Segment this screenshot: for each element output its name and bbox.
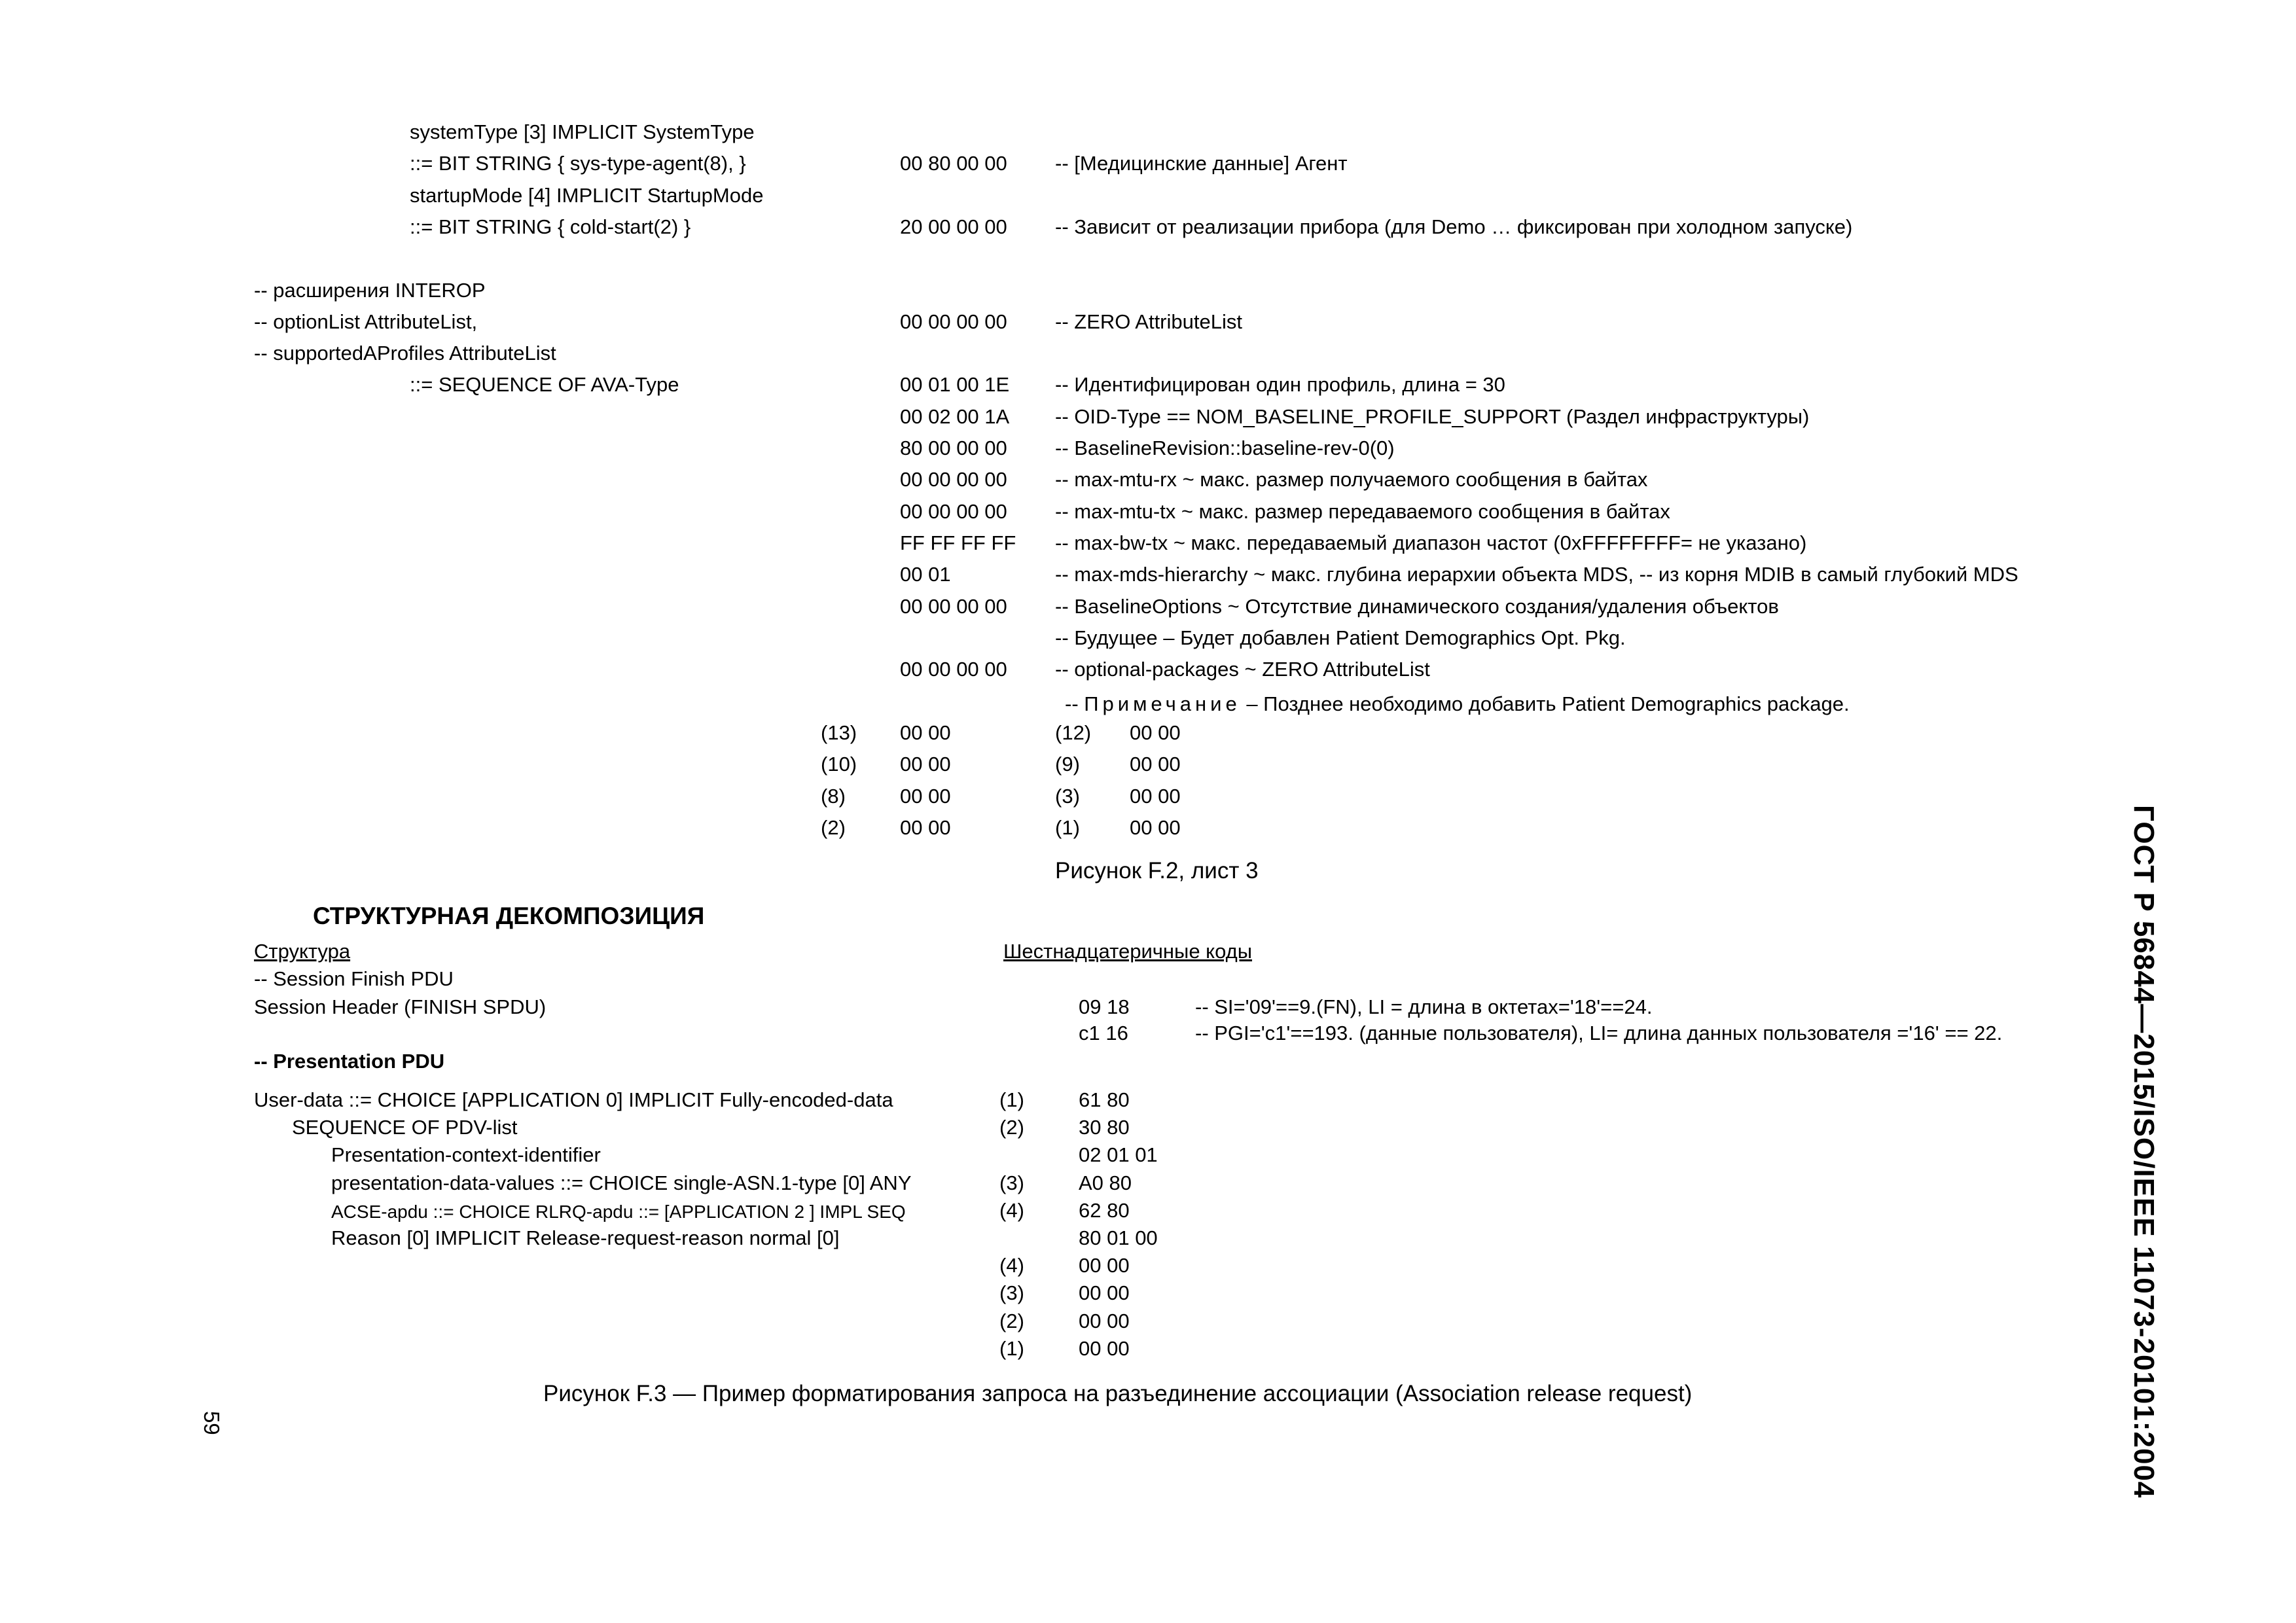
nesting-level-number: (3) <box>999 1171 1024 1194</box>
column-header-structure: Структура <box>254 940 351 963</box>
asn1-structure-line: ::= BIT STRING { sys-type-agent(8), } <box>410 152 746 175</box>
figure-f2-caption: Рисунок F.2, лист 3 <box>1055 858 1259 883</box>
hex-code: 00 01 <box>900 563 951 586</box>
hex-comment: -- Будущее – Будет добавлен Patient Demographics Opt. Pkg. <box>1055 626 1626 649</box>
hex-code: 62 80 <box>1079 1198 1130 1222</box>
presentation-pdu-label: -- Presentation PDU <box>254 1050 445 1073</box>
hex-comment: -- BaselineRevision::baseline-rev-0(0) <box>1055 437 1395 459</box>
end-octets: 00 00 <box>1130 815 1181 839</box>
hex-comment: -- ZERO AttributeList <box>1055 310 1242 333</box>
octet-count-number: (13) <box>821 721 857 744</box>
asn1-structure-line: presentation-data-values ::= CHOICE single-ASN.1-type [0] ANY <box>331 1171 912 1194</box>
hex-code: 80 01 00 <box>1079 1226 1158 1249</box>
asn1-structure-line: ACSE-apdu ::= CHOICE RLRQ-apdu ::= [APPLICATION 2 ] IMPL SEQ <box>331 1201 906 1222</box>
octet-count-number: (9) <box>1055 753 1080 776</box>
asn1-structure-line: ::= SEQUENCE OF AVA-Type <box>410 373 679 397</box>
hex-code: 80 00 00 00 <box>900 437 1007 459</box>
octet-count-number: (12) <box>1055 721 1092 744</box>
session-hex-comment: -- SI='09'==9.(FN), LI = длина в октетах='18'==24. <box>1195 995 1653 1018</box>
section-heading: СТРУКТУРНАЯ ДЕКОМПОЗИЦИЯ <box>313 902 705 929</box>
nesting-level-number: (2) <box>999 1116 1024 1139</box>
session-hex-code: 09 18 <box>1079 995 1130 1018</box>
asn1-structure-line: Presentation-context-identifier <box>331 1143 601 1167</box>
asn1-structure-line: SEQUENCE OF PDV-list <box>292 1116 518 1139</box>
hex-code: FF FF FF FF <box>900 531 1016 554</box>
octet-count-number: (1) <box>1055 815 1080 839</box>
page-number: 59 <box>200 1411 224 1435</box>
end-octets: 00 00 <box>900 721 951 744</box>
hex-comment: -- max-mtu-tx ~ макс. размер передаваемого сообщения в байтах <box>1055 499 1670 523</box>
hex-comment: -- OID-Type == NOM_BASELINE_PROFILE_SUPPORT (Раздел инфраструктуры) <box>1055 404 1810 428</box>
asn1-structure-line: -- supportedAProfiles AttributeList <box>254 342 556 365</box>
hex-comment: -- max-mds-hierarchy ~ макс. глубина иерархии объекта MDS, -- из корня MDIB в самый глубокий MDS <box>1055 563 2018 586</box>
figure-f3-caption: Рисунок F.3 — Пример форматирования запроса на разъединение ассоциации (Association release request) <box>543 1381 1693 1406</box>
end-octets: 00 00 <box>900 815 951 839</box>
hex-comment: -- optional-packages ~ ZERO AttributeList <box>1055 658 1430 681</box>
hex-code: 00 00 00 00 <box>900 658 1007 681</box>
note-prefix: -- <box>1065 692 1085 715</box>
session-hex-code: c1 16 <box>1079 1022 1128 1044</box>
nesting-level-number: (4) <box>999 1198 1024 1222</box>
end-octets: 00 00 <box>1130 721 1181 744</box>
session-hex-comment: -- PGI='c1'==193. (данные пользователя), LI= длина данных пользователя ='16' == 22. <box>1195 1022 2003 1044</box>
hex-comment: -- max-mtu-rx ~ макс. размер получаемого сообщения в байтах <box>1055 468 1648 491</box>
hex-comment: -- [Медицинские данные] Агент <box>1055 152 1348 175</box>
hex-code: 00 01 00 1E <box>900 373 1010 397</box>
nesting-level-number: (1) <box>999 1088 1024 1111</box>
hex-code: 00 80 00 00 <box>900 152 1007 175</box>
nesting-level-number: (3) <box>999 1281 1024 1305</box>
asn1-structure-line: -- optionList AttributeList, <box>254 310 478 333</box>
session-finish-label: -- Session Finish PDU <box>254 967 454 990</box>
hex-code: 00 00 00 00 <box>900 310 1007 333</box>
asn1-structure-line: systemType [3] IMPLICIT SystemType <box>410 120 755 143</box>
nesting-level-number: (1) <box>999 1336 1024 1360</box>
hex-code: 00 02 00 1A <box>900 404 1010 428</box>
asn1-structure-line: ::= BIT STRING { cold-start(2) } <box>410 215 691 238</box>
nesting-level-number: (2) <box>999 1309 1024 1332</box>
hex-code: 00 00 00 00 <box>900 468 1007 491</box>
asn1-structure-line: startupMode [4] IMPLICIT StartupMode <box>410 183 764 207</box>
hex-code: 00 00 <box>1079 1309 1130 1332</box>
hex-code: A0 80 <box>1079 1171 1132 1194</box>
octet-count-number: (10) <box>821 753 857 776</box>
end-octets: 00 00 <box>900 753 951 776</box>
hex-comment: -- Зависит от реализации прибора (для Demo … фиксирован при холодном запуске) <box>1055 215 1853 238</box>
asn1-structure-line: -- расширения INTEROP <box>254 278 486 302</box>
hex-comment: -- BaselineOptions ~ Отсутствие динамического создания/удаления объектов <box>1055 594 1779 618</box>
session-header-label: Session Header (FINISH SPDU) <box>254 995 547 1018</box>
asn1-structure-line: Reason [0] IMPLICIT Release-request-reason normal [0] <box>331 1226 840 1249</box>
note-text: – Позднее необходимо добавить Patient Demographics package. <box>1240 692 1850 715</box>
hex-comment: -- Идентифицирован один профиль, длина = 30 <box>1055 373 1505 397</box>
hex-comment: -- max-bw-tx ~ макс. передаваемый диапазон частот (0xFFFFFFFF= не указано) <box>1055 531 1807 554</box>
note-label: Примечание <box>1084 692 1241 715</box>
octet-count-number: (8) <box>821 784 846 808</box>
hex-code: 20 00 00 00 <box>900 215 1007 238</box>
end-octets: 00 00 <box>1130 753 1181 776</box>
standard-designation: ГОСТ Р 56844—2015/ISO/IEEE 11073-20101:2004 <box>2128 805 2160 1499</box>
hex-code: 02 01 01 <box>1079 1143 1158 1167</box>
column-header-hex: Шестнадцатеричные коды <box>1003 940 1253 963</box>
octet-count-number: (2) <box>821 815 846 839</box>
hex-code: 30 80 <box>1079 1116 1130 1139</box>
nesting-level-number: (4) <box>999 1254 1024 1277</box>
end-octets: 00 00 <box>900 784 951 808</box>
hex-code: 00 00 <box>1079 1336 1130 1360</box>
asn1-structure-line: User-data ::= CHOICE [APPLICATION 0] IMPLICIT Fully-encoded-data <box>254 1088 893 1111</box>
figure-f2-note <box>1065 692 1850 716</box>
hex-code: 00 00 00 00 <box>900 499 1007 523</box>
hex-code: 00 00 <box>1079 1254 1130 1277</box>
octet-count-number: (3) <box>1055 784 1080 808</box>
hex-code: 00 00 00 00 <box>900 594 1007 618</box>
end-octets: 00 00 <box>1130 784 1181 808</box>
hex-code: 61 80 <box>1079 1088 1130 1111</box>
hex-code: 00 00 <box>1079 1281 1130 1305</box>
